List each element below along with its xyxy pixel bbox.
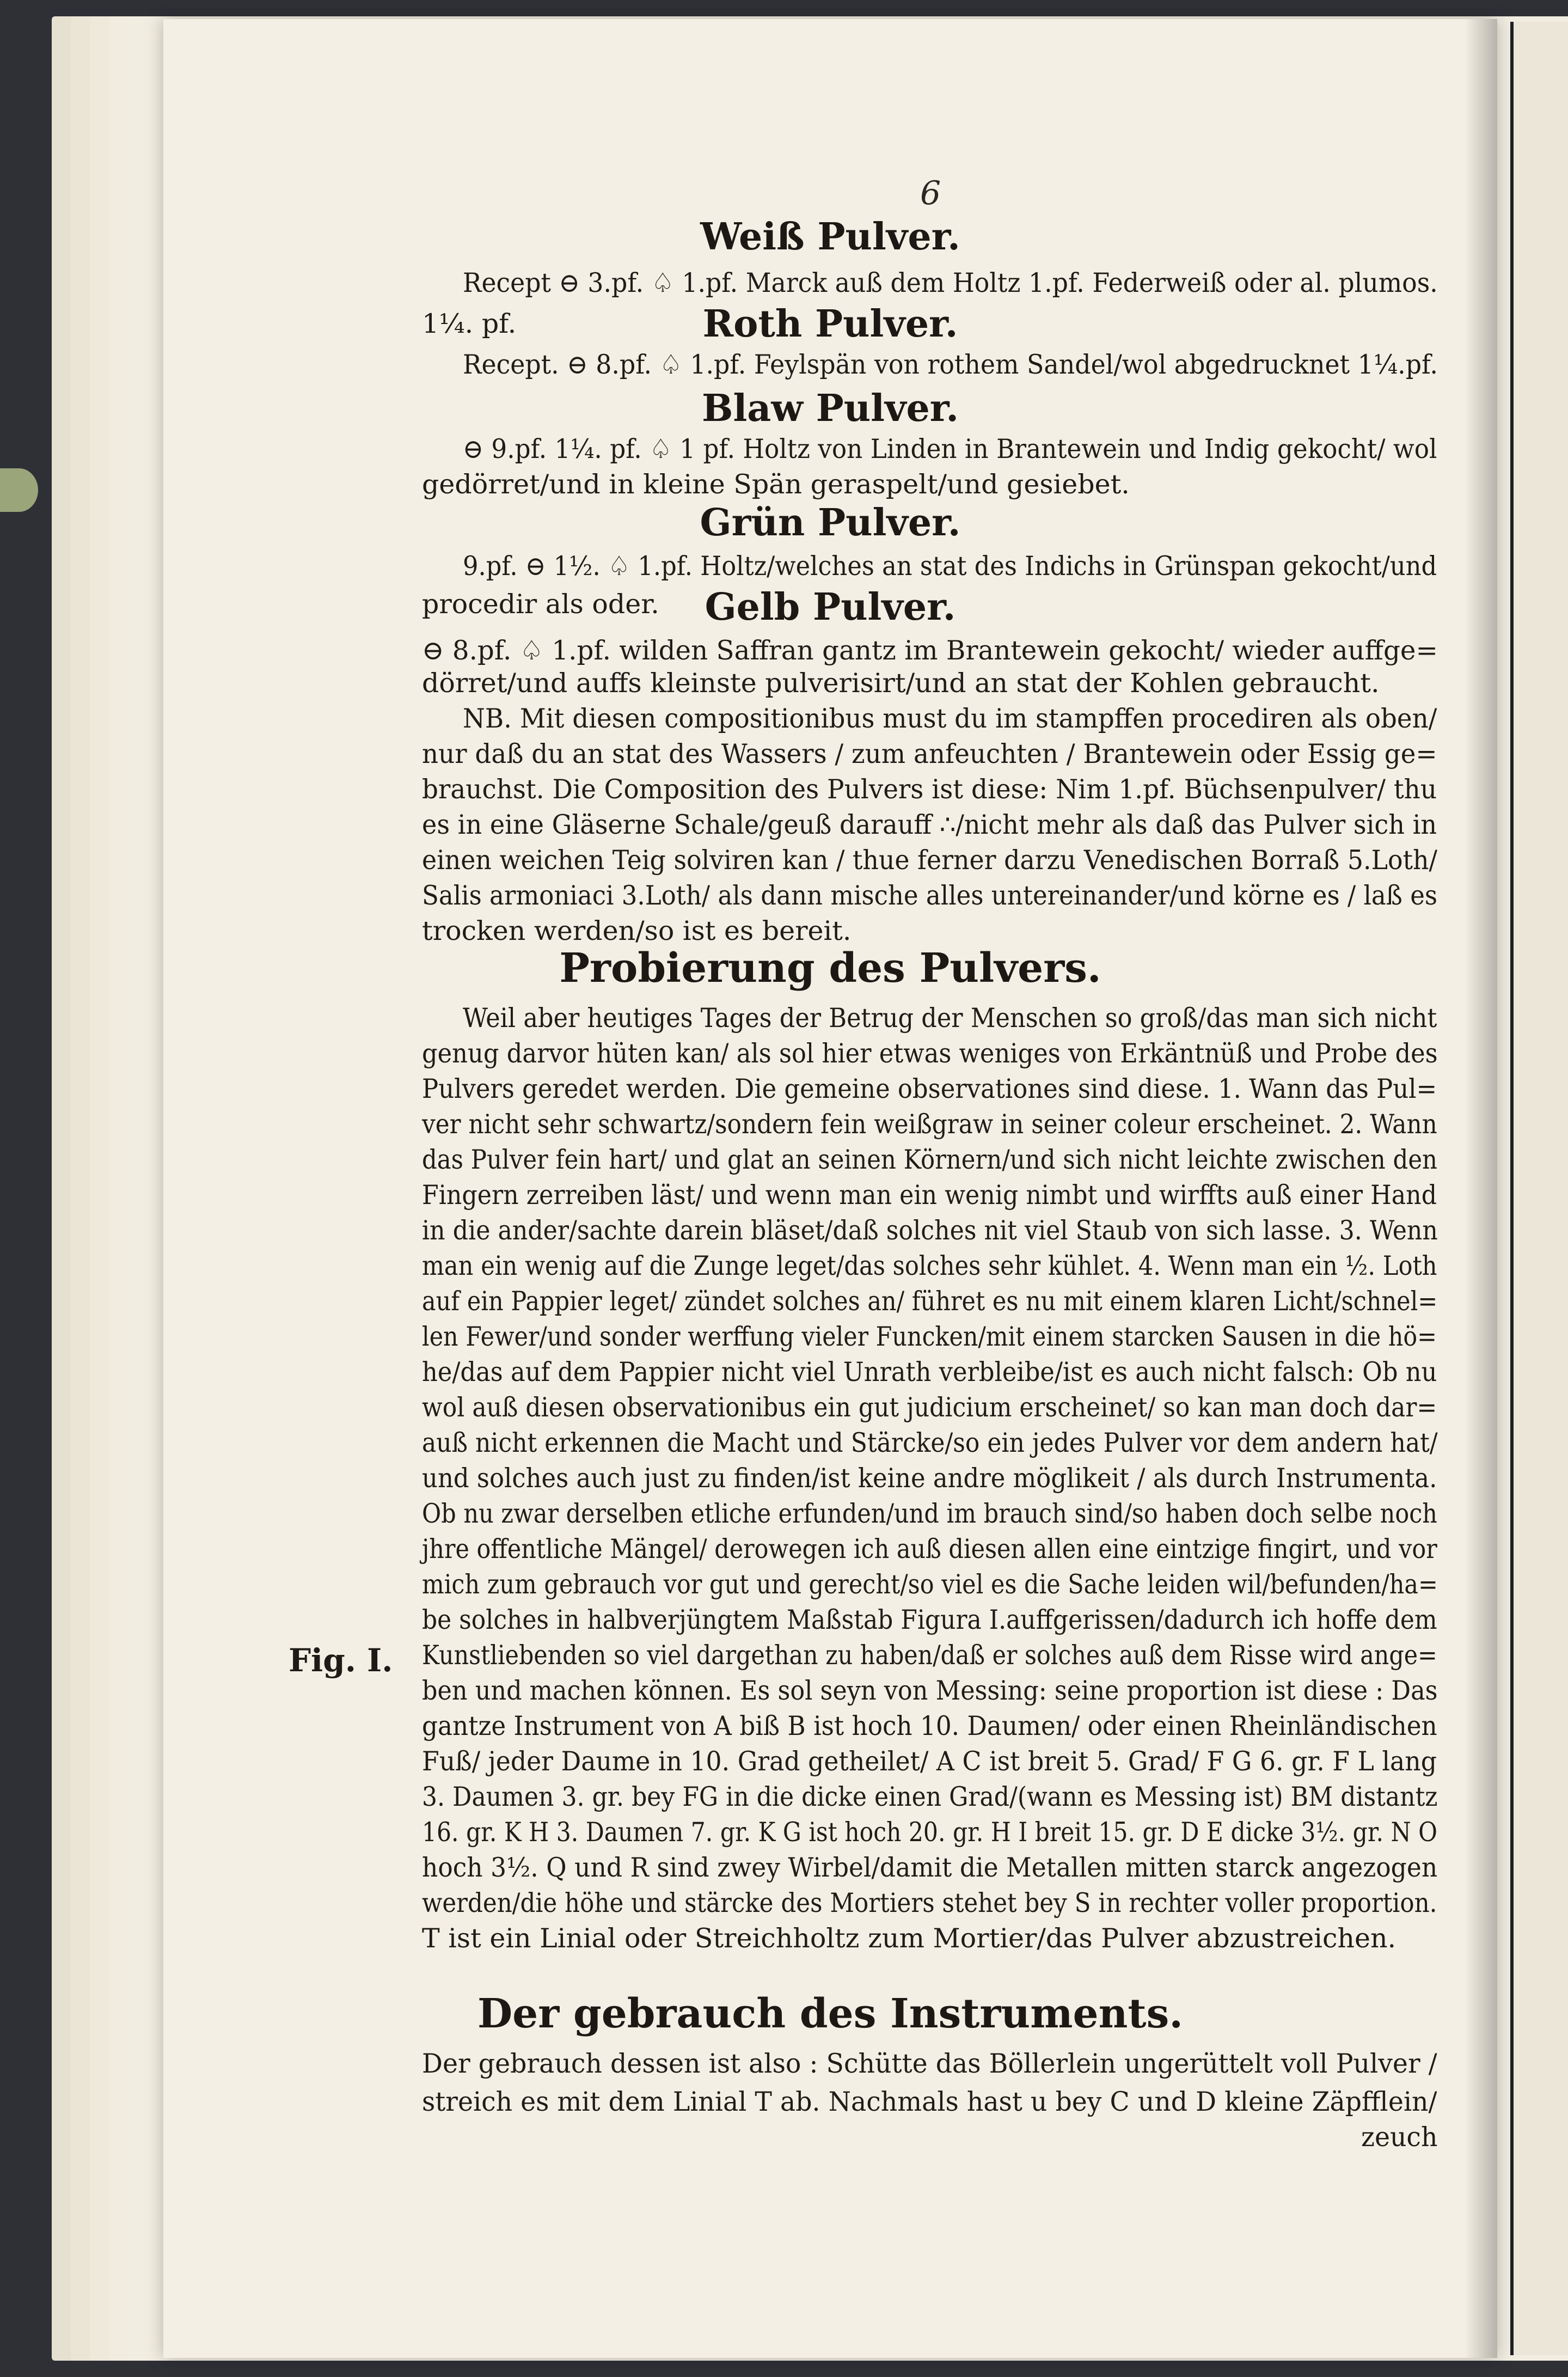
text-line: werden/die höhe und stärcke des Mortiers stehet bey S in rechter voller proportion. — [422, 1887, 1437, 1918]
text-line: es in eine Gläserne Schale/geuß darauff ∴/nicht mehr als daß das Pulver sich in — [422, 809, 1437, 840]
text-line: T ist ein Linial oder Streichholtz zum Mortier/das Pulver abzustreichen. — [422, 1923, 1396, 1954]
gutter-shadow — [1465, 19, 1497, 2358]
heading-gebrauch: Der gebrauch des Instruments. — [477, 1990, 1183, 2037]
text-line: dörret/und auffs kleinste pulverisirt/und an stat der Kohlen gebraucht. — [422, 668, 1380, 699]
text-line: gantze Instrument von A biß B ist hoch 10. Daumen/ oder einen Rheinländischen — [422, 1710, 1437, 1741]
heading-weiss-pulver: Weiß Pulver. — [700, 215, 960, 259]
text-line: ⊖ 8.pf. ♤ 1.pf. wilden Saffran gantz im Brantewein gekocht/ wieder auffge= — [422, 635, 1438, 666]
text-line: procedir als oder. — [422, 589, 659, 620]
text-line: hoch 3½. Q und R sind zwey Wirbel/damit die Metallen mitten starck angezogen — [422, 1852, 1438, 1883]
text-line: genug darvor hüten kan/ als sol hier etwas weniges von Erkäntnüß und Probe des — [422, 1038, 1438, 1069]
margin-note-figure: Fig. I. — [289, 1642, 393, 1679]
heading-gruen-pulver: Grün Pulver. — [700, 501, 961, 545]
text-line: Weil aber heutiges Tages der Betrug der Menschen so groß/das man sich nicht — [463, 1003, 1437, 1034]
text-line: Ob nu zwar derselben etliche erfunden/und im brauch sind/so haben doch selbe noch — [422, 1498, 1437, 1529]
text-line: jhre offentliche Mängel/ derowegen ich auß diesen allen eine eintzige fingirt, und vor — [422, 1533, 1437, 1565]
text-line: len Fewer/und sonder werffung vieler Funcken/mit einem starcken Sausen in die hö= — [422, 1321, 1437, 1352]
heading-gelb-pulver: Gelb Pulver. — [705, 585, 956, 629]
text-line: he/das auf dem Pappier nicht viel Unrath verbleibe/ist es auch nicht falsch: Ob nu — [422, 1356, 1437, 1388]
text-line: trocken werden/so ist es bereit. — [422, 915, 852, 946]
text-line: mich zum gebrauch vor gut und gerecht/so viel es die Sache leiden wil/befunden/ha= — [422, 1569, 1438, 1600]
text-line: auß nicht erkennen die Macht und Stärcke/so ein jedes Pulver vor dem andern hat/ — [422, 1427, 1438, 1458]
heading-probierung: Probierung des Pulvers. — [559, 945, 1101, 992]
text-line: NB. Mit diesen compositionibus must du im stampffen procediren als oben/ — [463, 703, 1437, 734]
text-line: wol auß diesen observationibus ein gut judicium erscheinet/ so kan man doch dar= — [422, 1392, 1437, 1423]
text-line: ver nicht sehr schwartz/sondern fein weißgraw in seiner coleur erscheinet. 2. Wann — [422, 1109, 1437, 1140]
text-line: man ein wenig auf die Zunge leget/das solches sehr kühlet. 4. Wenn man ein ½. Loth — [422, 1250, 1437, 1281]
heading-roth-pulver: Roth Pulver. — [702, 302, 958, 346]
text-line: streich es mit dem Linial T ab. Nachmals hast u bey C und D kleine Zäpfflein/ — [422, 2086, 1437, 2117]
text-line: Salis armoniaci 3.Loth/ als dann mische alles untereinander/und körne es / laß es — [422, 880, 1438, 911]
text-line: be solches in halbverjüngtem Maßstab Figura I.auffgerissen/dadurch ich hoffe dem — [422, 1604, 1437, 1635]
text-line: in die ander/sachte darein bläset/daß solches nit viel Staub von sich lasse. 3. Wenn — [422, 1215, 1438, 1246]
text-line: 9.pf. ⊖ 1½. ♤ 1.pf. Holtz/welches an stat des Indichs in Grünspan gekocht/und — [463, 551, 1437, 582]
text-line: Kunstliebenden so viel dargethan zu haben/daß er solches auß dem Risse wird ange= — [422, 1640, 1437, 1671]
text-line: und solches auch just zu finden/ist keine andre möglikeit / als durch Instrumenta. — [422, 1463, 1437, 1494]
text-line: Recept. ⊖ 8.pf. ♤ 1.pf. Feylspän von rothem Sandel/wol abgedrucknet 1¼.pf. — [463, 349, 1438, 380]
text-line: einen weichen Teig solviren kan / thue ferner darzu Venedischen Borraß 5.Loth/ — [422, 845, 1437, 876]
text-line: Der gebrauch dessen ist also : Schütte das Böllerlein ungerüttelt voll Pulver / — [422, 2048, 1437, 2079]
text-line: ⊖ 9.pf. 1¼. pf. ♤ 1 pf. Holtz von Linden in Brantewein und Indig gekocht/ wol — [463, 433, 1437, 465]
heading-blaw-pulver: Blaw Pulver. — [701, 387, 959, 430]
text-line: 1¼. pf. — [422, 308, 517, 339]
catchword: zeuch — [1361, 2122, 1438, 2153]
page-number: 6 — [920, 174, 941, 212]
text-line: ben und machen können. Es sol seyn von Messing: seine proportion ist diese : Das — [422, 1675, 1438, 1706]
text-line: nur daß du an stat des Wassers / zum anfeuchten / Brantewein oder Essig ge= — [422, 738, 1437, 769]
text-line: auf ein Pappier leget/ zündet solches an/ führet es nu mit einem klaren Licht/schnel= — [422, 1286, 1438, 1317]
text-line: gedörret/und in kleine Spän geraspelt/und gesiebet. — [422, 469, 1130, 500]
text-line: 16. gr. K H 3. Daumen 7. gr. K G ist hoch 20. gr. H I breit 15. gr. D E dicke 3½. gr. N O — [422, 1817, 1437, 1848]
text-line: Recept ⊖ 3.pf. ♤ 1.pf. Marck auß dem Holtz 1.pf. Federweiß oder al. plumos. — [463, 267, 1438, 298]
text-line: das Pulver fein hart/ und glat an seinen Körnern/und sich nicht leichte zwischen den — [422, 1144, 1438, 1175]
text-line: brauchst. Die Composition des Pulvers ist diese: Nim 1.pf. Büchsenpulver/ thu — [422, 774, 1437, 805]
text-line: Pulvers geredet werden. Die gemeine observationes sind diese. 1. Wann das Pul= — [422, 1073, 1437, 1104]
text-line: Fuß/ jeder Daume in 10. Grad getheilet/ A C ist breit 5. Grad/ F G 6. gr. F L lang — [422, 1746, 1437, 1777]
text-line: 3. Daumen 3. gr. bey FG in die dicke einen Grad/(wann es Messing ist) BM distantz — [422, 1781, 1438, 1812]
text-line: Fingern zerreiben läst/ und wenn man ein wenig nimbt und wirffts auß einer Hand — [422, 1180, 1437, 1211]
